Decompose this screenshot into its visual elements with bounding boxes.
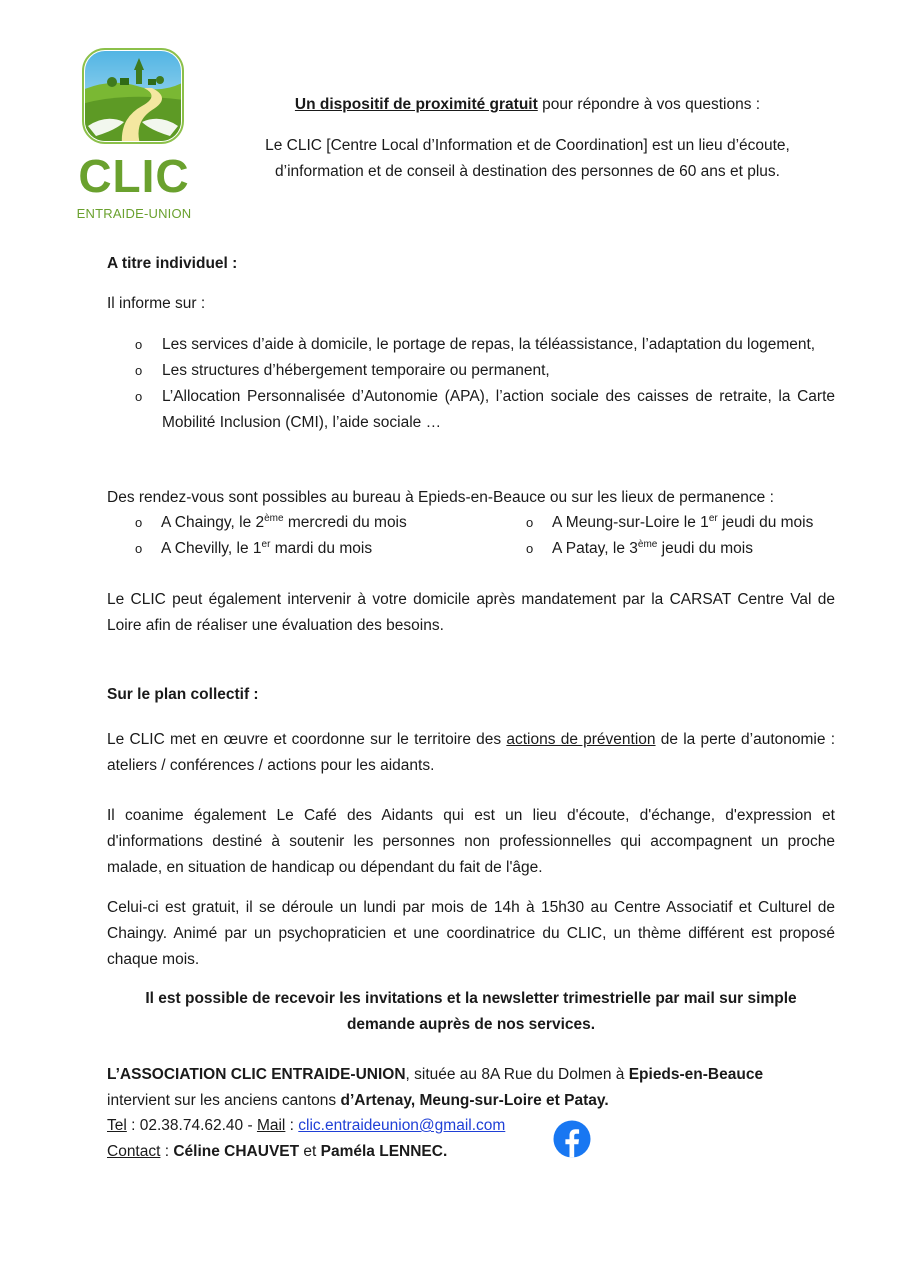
info-bullet-list [135, 332, 835, 436]
header-lead-underlined: Un dispositif de proximité gratuit [294, 96, 538, 113]
contact-phone-mail: Tel : 02.38.74.62.40 - Mail : clic.entraideunion@gmail.com [107, 1117, 506, 1134]
individual-heading: A titre individuel : [107, 255, 238, 272]
header-lead-rest: pour répondre à vos questions : [537, 96, 761, 113]
location-meung: o A Meung-sur-Loire le 1er jeudi du mois [526, 510, 856, 536]
contact-person-2: Paméla LENNEC. [320, 1143, 448, 1160]
clic-landscape-hands-logo [82, 48, 184, 144]
newsletter-notice: Il est possible de recevoir les invitations et la newsletter trimestrielle par mail sur simple demande auprès de nos services. [145, 990, 797, 1033]
list-item [135, 358, 835, 384]
logo-subtitle: ENTRAIDE-UNION [76, 206, 192, 221]
bullet-marker: o [135, 541, 143, 556]
bullet-marker: o [135, 389, 143, 404]
location-chevilly: o A Chevilly, le 1er mardi du mois [135, 536, 465, 562]
clic-logo [78, 48, 198, 228]
association-name: L’ASSOCIATION CLIC ENTRAIDE-UNION [107, 1066, 406, 1083]
contact-label: Contact [107, 1143, 161, 1160]
cafe-schedule-paragraph: Celui-ci est gratuit, il se déroule un lundi par mois de 14h à 15h30 au Centre Associatif et Culturel de Chaingy. Animé par un psychopraticien et une coordinatrice du CLIC, un thème différent est proposé chaque mois. [107, 899, 835, 968]
email-link[interactable]: clic.entraideunion@gmail.com [298, 1117, 506, 1134]
location-chaingy: o A Chaingy, le 2ème mercredi du mois [135, 510, 465, 536]
association-town: Epieds-en-Beauce [628, 1066, 764, 1083]
bullet-marker: o [135, 515, 143, 530]
bullet-marker: o [526, 515, 534, 530]
bullet-marker: o [526, 541, 534, 556]
prevention-paragraph: Le CLIC met en œuvre et coordonne sur le territoire des actions de prévention de la perte d’autonomie : ateliers / conférences / actions pour les aidants. [107, 731, 835, 774]
header-line-2: Le CLIC [Centre Local d’Information et de Coordination] est un lieu d’écoute, [265, 137, 790, 154]
individual-intro: Il informe sur : [107, 295, 206, 312]
tel-value: : 02.38.74.62.40 - [126, 1117, 257, 1134]
bullet-text: L’Allocation Personnalisée d’Autonomie (APA), l’action sociale des caisses de retraite, la Carte Mobilité Inclusion (CMI), l’aide sociale … [162, 388, 835, 431]
contact-persons: Contact : Céline CHAUVET et Paméla LENNEC. [107, 1143, 448, 1160]
facebook-icon[interactable] [553, 1120, 591, 1158]
header-lead [220, 92, 835, 118]
association-line-2: intervient sur les anciens cantons d’Artenay, Meung-sur-Loire et Patay. [107, 1092, 609, 1109]
appointments-text: Des rendez-vous sont possibles au bureau à Epieds-en-Beauce ou sur les lieux de permanence : [107, 489, 774, 506]
list-item [135, 384, 835, 436]
logo-title: CLIC [78, 150, 190, 202]
association-line-1: L’ASSOCIATION CLIC ENTRAIDE-UNION, située au 8A Rue du Dolmen à Epieds-en-Beauce [107, 1066, 764, 1083]
home-visit-paragraph: Le CLIC peut également intervenir à votre domicile après mandatement par la CARSAT Centre Val de Loire afin de réaliser une évaluation des besoins. [107, 591, 835, 634]
header-line-3: d’information et de conseil à destination des personnes de 60 ans et plus. [275, 163, 780, 180]
prevention-actions-link[interactable]: actions de prévention [506, 731, 656, 748]
location-patay: o A Patay, le 3ème jeudi du mois [526, 536, 856, 562]
bullet-marker: o [135, 363, 143, 378]
bullet-text: Les services d’aide à domicile, le portage de repas, la téléassistance, l’adaptation du logement, [162, 336, 816, 353]
tel-label: Tel [107, 1117, 127, 1134]
cafe-aidants-paragraph: Il coanime également Le Café des Aidants qui est un lieu d'écoute, d'échange, d'expression et d'informations destiné à soutenir les personnes non professionnelles qui accompagnent un proche malade, en situation de handicap ou dépendant du fait de l'âge. [107, 807, 835, 876]
mail-label: Mail [256, 1117, 286, 1134]
association-cantons: d’Artenay, Meung-sur-Loire et Patay. [340, 1092, 609, 1109]
contact-person-1: Céline CHAUVET [173, 1143, 300, 1160]
collective-heading: Sur le plan collectif : [107, 686, 259, 703]
list-item [135, 332, 835, 358]
bullet-marker: o [135, 337, 143, 352]
bullet-text: Les structures d’hébergement temporaire ou permanent, [162, 362, 550, 379]
